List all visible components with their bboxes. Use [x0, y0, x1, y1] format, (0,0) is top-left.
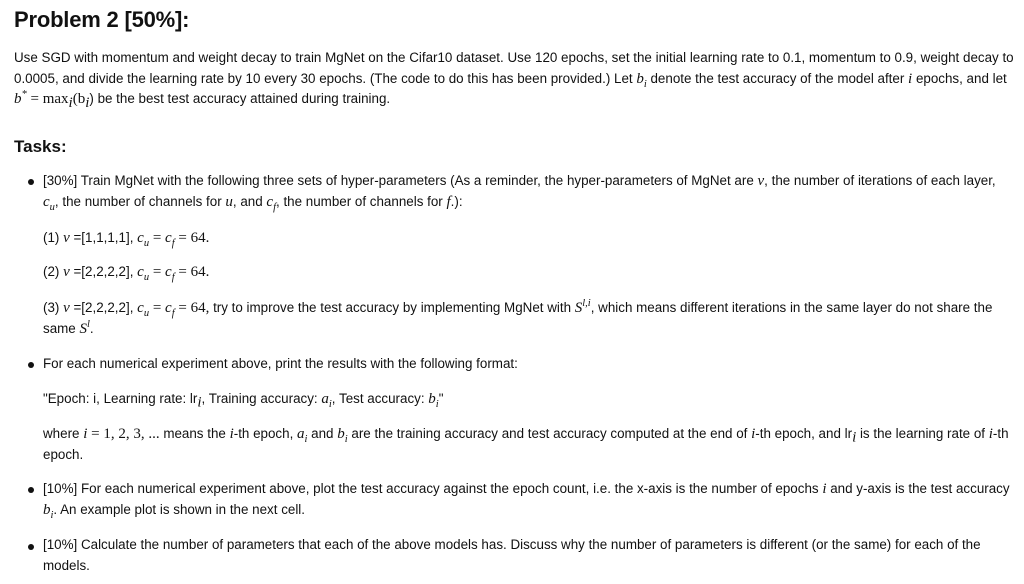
math-S-l: $S^l$ — [79, 318, 90, 337]
math-f: f — [446, 193, 451, 210]
task-4-text: [10%] Calculate the number of parameters that each of the above models has. Discuss why the number of parameters is different (or the same) for each of the models. — [43, 537, 981, 573]
intro-text-1: Use SGD with momentum and weight decay to train MgNet on the Cifar10 dataset. Use 120 epochs, set the initial learning rate to 0.1, momentum to 0.9, weight decay to 0.0005, and divide the learning rate by 10 every 30 epochs. (The code to do this has been provided.) Let — [14, 50, 1014, 86]
math-i: i — [908, 70, 913, 87]
math-b-i: $b_i$ — [636, 70, 647, 90]
bullet-task-2 — [28, 362, 34, 368]
task-2-text: For each numerical experiment above, print the results with the following format: — [43, 356, 518, 371]
intro-text-2: denote the test accuracy of the model after — [646, 70, 909, 86]
math-c-f: $c_f$ — [266, 193, 276, 213]
config-2: (2) ν =[2,2,2,2], $c_u = c_f = 64$. — [43, 264, 210, 283]
bullet-task-1 — [28, 179, 34, 185]
math-c-u: $c_u$ — [43, 193, 55, 213]
print-format: "Epoch: i, Learning rate: $lr_i$, Training accuracy: $a_i$, Test accuracy: $b_i$" — [43, 391, 444, 411]
bullet-task-3 — [28, 487, 34, 493]
task-1-text: [30%] Train MgNet with the following three sets of hyper-parameters (As a reminder, the hyper-parameters of MgNet are ν, the number of iterations of each layer, $c_u$, the number of channels for u, and $c_f$, the number of channels for f.): — [43, 173, 996, 213]
math-max: = $\max_i(b_i$ — [26, 91, 90, 111]
task-3-text: [10%] For each numerical experiment above, plot the test accuracy against the epoch count, i.e. the x-axis is the number of epochs i and y-axis is the test accuracy $b_i$. An example plot is shown in the next cell. — [43, 481, 1010, 521]
config-1: (1) ν =[1,1,1,1], $c_u = c_f = 64$. — [43, 230, 210, 249]
intro-text-3: epochs, and let — [912, 70, 1007, 86]
problem-heading: Problem 2 [50%]: — [14, 7, 190, 32]
problem-intro — [14, 48, 1014, 110]
math-nu: ν — [757, 173, 765, 189]
tasks-heading: Tasks: — [14, 137, 67, 156]
math-S-li: S$^{l,i}$ — [574, 298, 591, 316]
config-3: (3) ν =[2,2,2,2], $c_u = c_f = 64$, try to improve the test accuracy by implementing MgNet with S$^{l,i}$, which means different iterations in the same layer do not share the same $S^l$. — [43, 298, 993, 337]
math-b-star: b* — [14, 89, 27, 107]
math-u: u — [225, 193, 233, 210]
format-explanation: where i = 1, 2, 3, ... means the i-th epoch, $a_i$ and $b_i$ are the training accuracy and test accuracy computed at the end of i-th epoch, and $lr_i$ is the learning rate of i-th epoch. — [43, 426, 1009, 462]
intro-text-4: ) be the best test accuracy attained during training. — [89, 91, 391, 106]
bullet-task-4 — [28, 544, 34, 550]
